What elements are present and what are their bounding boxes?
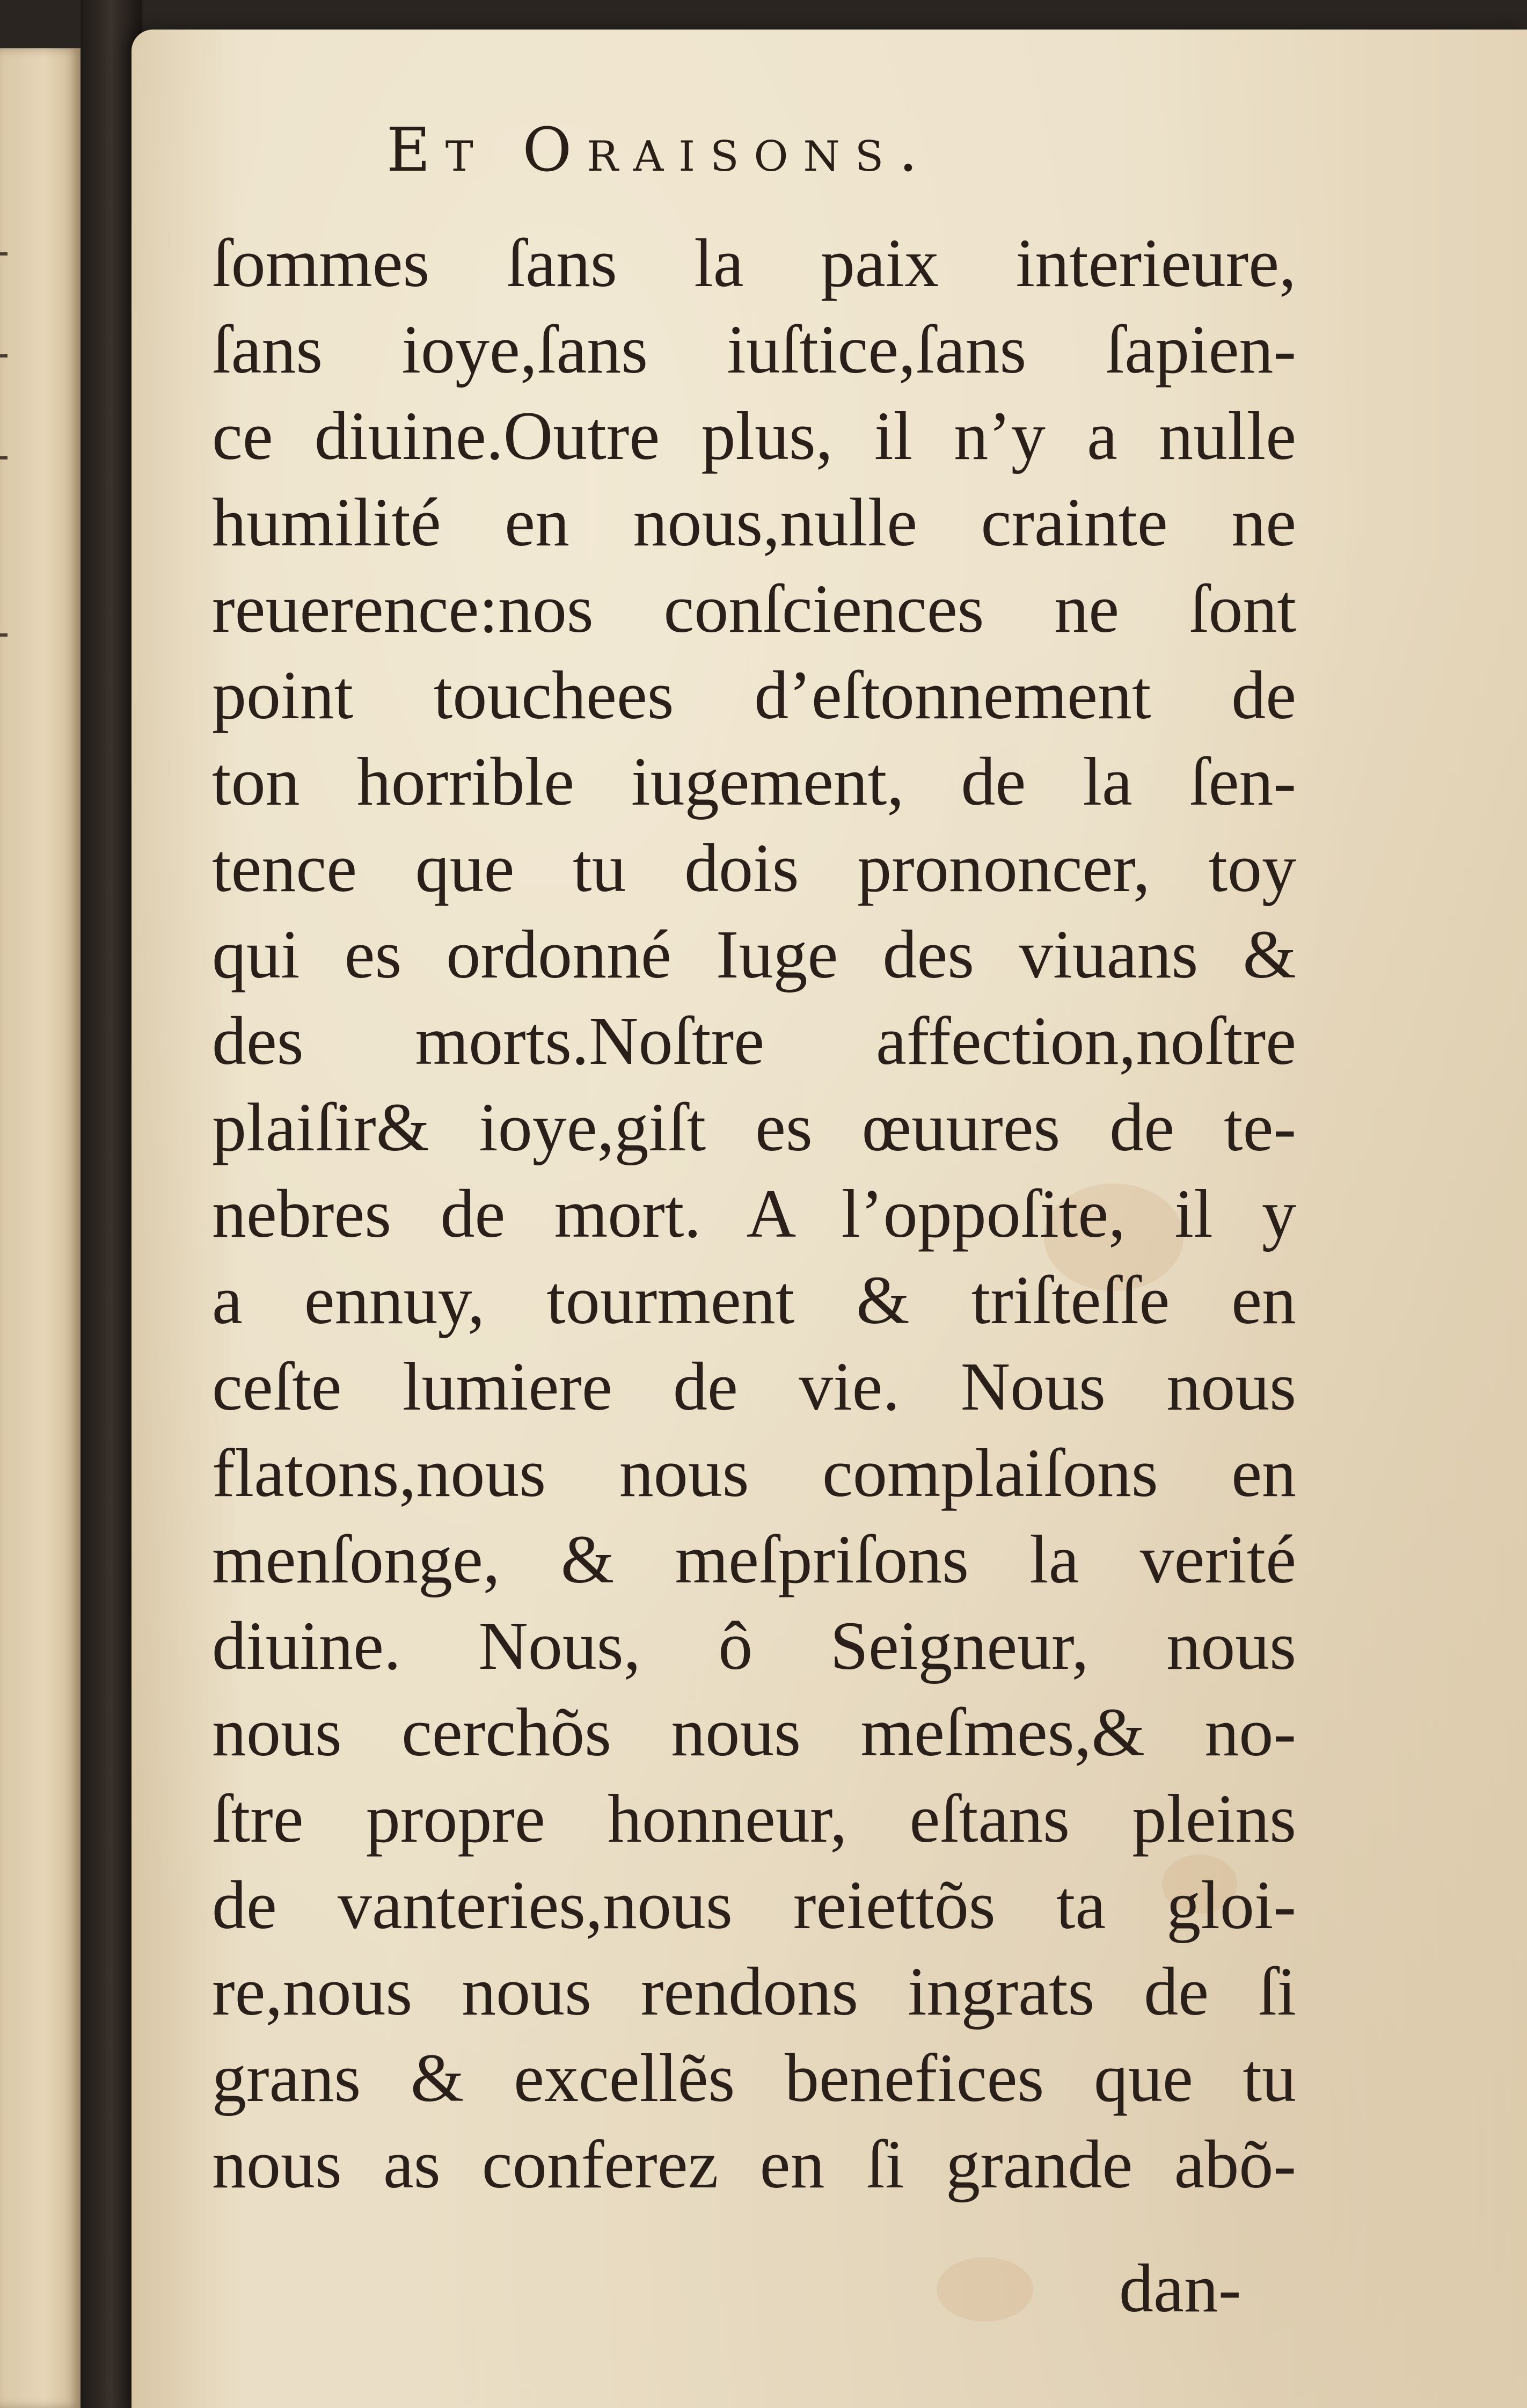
body-text <box>212 220 1296 2208</box>
text-line: de vanteries,nous reiettõs ta gloi- <box>212 1867 1296 1943</box>
text-line: ton horrible iugement, de la ſen- <box>212 743 1296 820</box>
text-line: ſtre propre honneur, eſtans pleins <box>212 1781 1296 1857</box>
text-line: qui es ordonné Iuge des viuans & <box>212 916 1296 993</box>
text-line: menſonge, & meſpriſons la verité <box>212 1521 1296 1597</box>
text-line: tence que tu dois prononcer, toy <box>212 830 1296 906</box>
text-line: re,nous nous rendons ingrats de ſi <box>212 1953 1296 2030</box>
text-line: reuerence:nos conſciences ne ſont <box>212 571 1296 647</box>
text-line: des morts.Noſtre affection,noſtre <box>212 1003 1296 1079</box>
text-line: diuine. Nous, ô Seigneur, nous <box>212 1608 1296 1684</box>
text-line: humilité en nous,nulle crainte ne <box>212 484 1296 560</box>
text-line: ſans ioye,ſans iuſtice,ſans ſapien- <box>212 311 1296 388</box>
paper-stain <box>937 2257 1033 2322</box>
catchword: dan- <box>1119 2250 1241 2326</box>
text-line: point touchees d’eſtonnement de <box>212 657 1296 733</box>
text-line: nous cerchõs nous meſmes,& no- <box>212 1694 1296 1770</box>
text-line: plaiſir& ioye,giſt es œuures de te- <box>212 1089 1296 1165</box>
text-line: grans & excellẽs benefices que tu <box>212 2040 1296 2116</box>
previous-page-edge <box>0 48 81 2408</box>
text-line: ſommes ſans la paix interieure, <box>212 225 1296 301</box>
text-fragment-mark <box>0 456 8 459</box>
running-head: Et Oraisons. <box>386 115 933 185</box>
text-line: nous as conferez en ſi grande abõ- <box>212 2126 1296 2202</box>
text-line: flatons,nous nous complaiſons en <box>212 1435 1296 1511</box>
text-fragment-mark <box>0 354 8 357</box>
text-fragment-mark <box>0 252 8 256</box>
text-line: nebres de mort. A l’oppoſite, il y <box>212 1176 1296 1252</box>
text-line: a ennuy, tourment & triſteſſe en <box>212 1262 1296 1338</box>
text-fragment-mark <box>0 633 8 637</box>
text-line: ceſte lumiere de vie. Nous nous <box>212 1348 1296 1425</box>
text-line: ce diuine.Outre plus, il n’y a nulle <box>212 398 1296 474</box>
